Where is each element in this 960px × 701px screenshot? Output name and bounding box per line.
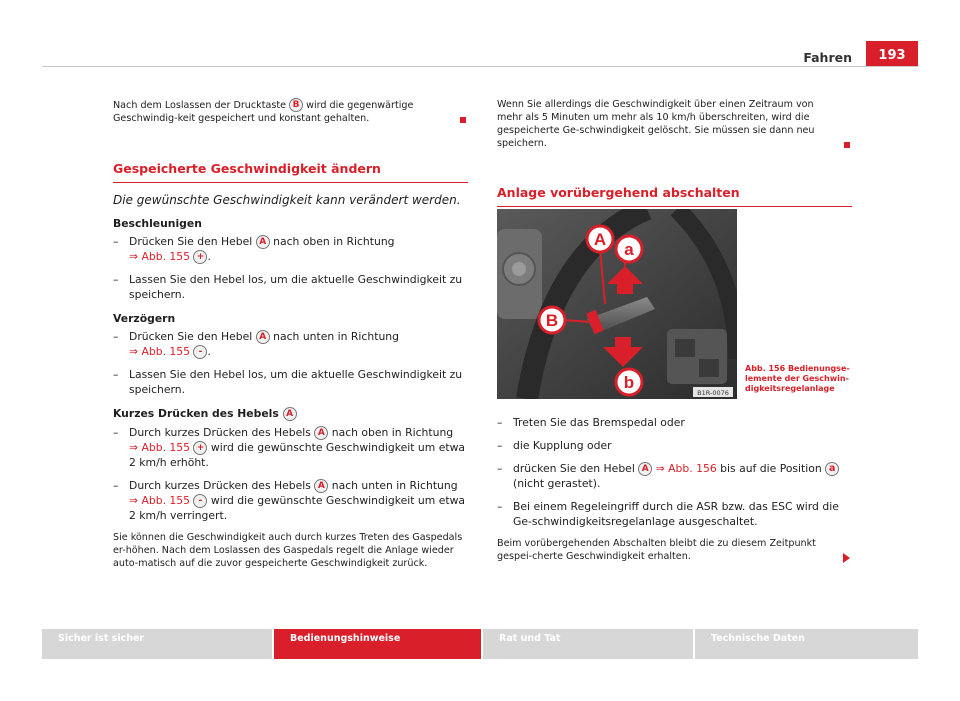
figure-cruise-control-lever	[497, 209, 737, 399]
right-column	[497, 98, 852, 207]
list-item: – Durch kurzes Drücken des Hebels A nach oben in Richtung ⇒ Abb. 155 + wird die gewünschte Geschwindigkeit um etwa 2 km/h erhöht.	[113, 426, 466, 469]
continue-arrow-icon	[843, 553, 850, 563]
section-heading: Anlage vorübergehend abschalten	[497, 185, 852, 207]
end-square-icon	[844, 142, 850, 148]
footer-tab-bedienungshinweise[interactable]: Bedienungshinweise	[274, 629, 481, 659]
left-column	[113, 98, 468, 570]
badge-a: A	[283, 407, 297, 421]
list-item: – drücken Sie den Hebel A ⇒ Abb. 156 bis auf die Position a (nicht gerastet).	[497, 461, 852, 491]
list-item: – Bei einem Regeleingriff durch die ASR bzw. das ESC wird die Ge-schwindigkeitsregelanlage ausgeschaltet.	[497, 500, 839, 528]
end-square-icon	[460, 117, 466, 123]
figure-link[interactable]: ⇒ Abb. 155	[129, 441, 194, 454]
plus-badge: +	[193, 250, 207, 264]
figure-label-b: b	[623, 373, 635, 392]
intro-paragraph-left: Nach dem Loslassen der Drucktaste B wird die gegenwärtige Geschwindig-keit gespeichert und konstant gehalten.	[113, 98, 468, 125]
figure-illustration	[497, 209, 737, 399]
figure-link[interactable]: ⇒ Abb. 156	[652, 462, 717, 475]
intro-paragraph-right: Wenn Sie allerdings die Geschwindigkeit über einen Zeitraum von mehr als 5 Minuten um mehr als 10 km/h überschreiten, wird die gespeicherte Ge-schwindigkeit gelöscht. Sie müssen sie dann neu speichern.	[497, 98, 852, 150]
footer-tab-rat-und-tat[interactable]: Rat und Tat	[483, 629, 693, 659]
badge-a-lower: a	[825, 462, 839, 476]
badge-b: B	[289, 98, 303, 112]
figure-link[interactable]: ⇒ Abb. 155	[129, 250, 194, 263]
minus-badge: -	[193, 345, 207, 359]
footer-tab-sicher[interactable]: Sicher ist sicher	[42, 629, 272, 659]
figure-link[interactable]: ⇒ Abb. 155	[129, 345, 194, 358]
badge-a: A	[314, 426, 328, 440]
badge-a: A	[638, 462, 652, 476]
figure-caption: Abb. 156 Bedienungse- lemente der Geschwin- digkeitsregelanlage	[745, 364, 850, 393]
list-item: – Treten Sie das Bremspedal oder	[497, 416, 685, 429]
section-subtitle: Die gewünschte Geschwindigkeit kann verändert werden.	[113, 193, 461, 207]
badge-a: A	[314, 479, 328, 493]
running-header-title: Fahren	[803, 50, 852, 65]
list-item: – Durch kurzes Drücken des Hebels A nach unten in Richtung ⇒ Abb. 155 - wird die gewünschte Geschwindigkeit um etwa 2 km/h verringert.	[113, 479, 466, 522]
note-paragraph-right: Beim vorübergehenden Abschalten bleibt die zu diesem Zeitpunkt gespei-cherte Geschwindigkeit erhalten.	[497, 537, 852, 563]
note-paragraph-left: Sie können die Geschwindigkeit auch durch kurzes Treten des Gaspedals er-höhen. Nach dem Loslassen des Gaspedals regelt die Anlage wieder auto-matisch auf die zuvor gespeicherte Geschwindigkeit zurück.	[113, 532, 463, 569]
right-list	[497, 411, 852, 563]
list-item: – die Kupplung oder	[497, 439, 612, 452]
list-item: – Lassen Sie den Hebel los, um die aktuelle Geschwindigkeit zu speichern.	[113, 273, 463, 301]
minus-badge: -	[193, 494, 207, 508]
badge-a: A	[256, 330, 270, 344]
figure-code: B1R-0076	[697, 389, 729, 397]
subheading-beschleunigen: Beschleunigen	[113, 217, 202, 230]
list-item: – Lassen Sie den Hebel los, um die aktuelle Geschwindigkeit zu speichern.	[113, 368, 463, 396]
page-number: 193	[866, 41, 918, 67]
figure-label-A: A	[593, 230, 607, 249]
badge-a: A	[256, 235, 270, 249]
figure-label-a: a	[624, 240, 634, 259]
list-item: – Drücken Sie den Hebel A nach unten in Richtung ⇒ Abb. 155 - .	[113, 330, 399, 358]
subheading-kurzes-druecken: Kurzes Drücken des Hebels A	[113, 407, 468, 421]
plus-badge: +	[193, 441, 207, 455]
figure-link[interactable]: ⇒ Abb. 155	[129, 494, 194, 507]
list-item: – Drücken Sie den Hebel A nach oben in Richtung ⇒ Abb. 155 + .	[113, 235, 395, 263]
section-heading: Gespeicherte Geschwindigkeit ändern	[113, 161, 468, 183]
footer-tab-technische-daten[interactable]: Technische Daten	[695, 629, 918, 659]
subheading-verzoegern: Verzögern	[113, 312, 176, 325]
header-rule	[42, 66, 918, 67]
figure-label-B: B	[545, 311, 559, 330]
